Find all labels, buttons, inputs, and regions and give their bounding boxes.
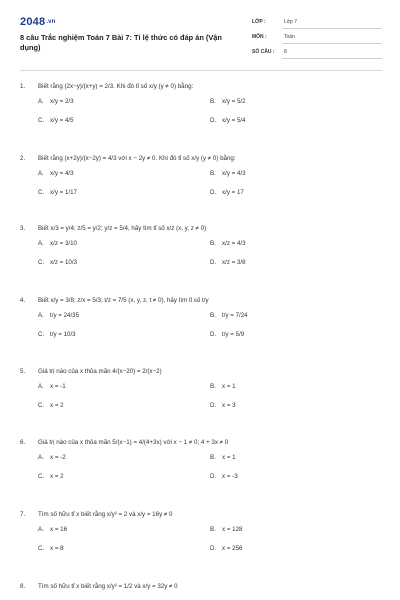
page-title: 8 câu Trắc nghiệm Toán 7 Bài 7: Tỉ lệ thức có đáp án (Vận dụng): [20, 33, 222, 52]
question-6: [20, 436, 385, 490]
meta-class-row: [252, 16, 382, 31]
option-label: A.: [38, 454, 44, 461]
option-label: A.: [38, 383, 44, 390]
option-text: t/y = 7/24: [222, 312, 248, 319]
option-a[interactable]: [38, 312, 79, 319]
meta-panel: [252, 16, 382, 61]
question-2: [20, 152, 385, 206]
option-d[interactable]: [210, 402, 236, 409]
option-label: C.: [38, 545, 45, 552]
option-text: x/y = 1/17: [50, 189, 78, 196]
option-c[interactable]: [38, 402, 64, 409]
option-text: x/z = 3/8: [222, 259, 246, 266]
option-label: C.: [38, 402, 45, 409]
option-b[interactable]: [210, 170, 246, 177]
meta-underline: [282, 28, 382, 29]
option-text: x = 16: [50, 526, 68, 533]
question-8: [20, 580, 385, 594]
option-text: x = 2: [50, 402, 64, 409]
option-a[interactable]: [38, 383, 66, 390]
option-a[interactable]: [38, 170, 74, 177]
option-a[interactable]: [38, 526, 67, 533]
option-c[interactable]: [38, 189, 77, 196]
option-text: x/z = 3/10: [50, 240, 78, 247]
option-b[interactable]: [210, 312, 248, 319]
option-b[interactable]: [210, 383, 236, 390]
option-text: x = -2: [50, 454, 66, 461]
question-text: Giá trị nào của x thỏa mãn 4/(x−20) = 2/(x−2): [38, 368, 162, 375]
question-number: 1.: [20, 83, 26, 90]
option-d[interactable]: [210, 331, 244, 338]
meta-key: LỚP :: [252, 19, 266, 25]
option-text: x/y = 2/3: [50, 98, 74, 105]
option-text: x/z = 10/3: [50, 259, 78, 266]
option-label: C.: [38, 189, 45, 196]
question-number: 8.: [20, 583, 26, 590]
option-label: A.: [38, 240, 44, 247]
option-label: B.: [210, 98, 216, 105]
question-number: 4.: [20, 297, 26, 304]
option-text: x = -1: [50, 383, 66, 390]
options: [20, 94, 385, 134]
option-b[interactable]: [210, 98, 246, 105]
option-text: t/y = 24/35: [50, 312, 80, 319]
option-label: C.: [38, 259, 45, 266]
question-text: Giá trị nào của x thỏa mãn 5/(x−1) = 4/(4+3x) với x − 1 ≠ 0; 4 + 3x ≠ 0: [38, 439, 229, 446]
question-number: 7.: [20, 511, 26, 518]
option-label: A.: [38, 312, 44, 319]
option-label: A.: [38, 526, 44, 533]
options: [20, 379, 385, 419]
option-label: B.: [210, 454, 216, 461]
options: [20, 236, 385, 276]
option-text: x = 128: [222, 526, 243, 533]
question-text: Biết rằng (2x−y)/(x+y) = 2/3. Khi đó tỉ số x/y (y ≠ 0) bằng:: [38, 83, 194, 90]
option-label: B.: [210, 312, 216, 319]
option-a[interactable]: [38, 454, 66, 461]
option-label: C.: [38, 473, 45, 480]
option-b[interactable]: [210, 240, 246, 247]
option-label: A.: [38, 170, 44, 177]
option-text: x/y = 4/3: [50, 170, 74, 177]
option-label: A.: [38, 98, 44, 105]
meta-count-row: [252, 46, 382, 61]
option-d[interactable]: [210, 189, 244, 196]
option-label: D.: [210, 259, 217, 266]
option-label: D.: [210, 402, 217, 409]
option-label: D.: [210, 545, 217, 552]
meta-underline: [282, 58, 382, 59]
question-4: [20, 294, 385, 348]
option-text: x/y = 4/5: [50, 117, 74, 124]
option-text: x/y = 4/3: [222, 170, 246, 177]
question-1: [20, 80, 385, 134]
question-number: 5.: [20, 368, 26, 375]
option-label: D.: [210, 189, 217, 196]
option-d[interactable]: [210, 473, 238, 480]
option-a[interactable]: [38, 98, 74, 105]
option-label: B.: [210, 170, 216, 177]
option-text: x = -3: [222, 473, 238, 480]
option-text: x = 3: [222, 402, 236, 409]
logo-text: 2048: [20, 16, 46, 28]
option-label: B.: [210, 383, 216, 390]
option-label: B.: [210, 240, 216, 247]
option-b[interactable]: [210, 454, 236, 461]
question-number: 6.: [20, 439, 26, 446]
question-number: 2.: [20, 155, 26, 162]
meta-key: SỐ CÂU :: [252, 49, 275, 55]
option-label: C.: [38, 331, 45, 338]
option-c[interactable]: [38, 259, 77, 266]
option-text: x/z = 4/3: [222, 240, 246, 247]
option-text: t/y = 5/9: [222, 331, 245, 338]
option-text: x/y = 17: [222, 189, 244, 196]
option-label: D.: [210, 117, 217, 124]
option-label: D.: [210, 331, 217, 338]
question-5: [20, 365, 385, 419]
meta-key: MÔN :: [252, 34, 267, 40]
option-text: x/y = 5/2: [222, 98, 246, 105]
site-logo[interactable]: [20, 16, 56, 28]
question-text: Tìm số hữu tỉ x biết rằng x/y² = 2 và x/y = 16y ≠ 0: [38, 511, 173, 518]
option-text: x/y = 5/4: [222, 117, 246, 124]
option-text: x = 1: [222, 383, 236, 390]
option-label: D.: [210, 473, 217, 480]
option-label: B.: [210, 526, 216, 533]
question-7: [20, 508, 385, 562]
options: [20, 308, 385, 348]
option-label: C.: [38, 117, 45, 124]
logo-suffix: .vn: [46, 19, 56, 25]
question-text: Biết x/3 = y/4; z/5 = y/2; y/z = 5/4, hãy tìm tỉ số x/z (x, y, z ≠ 0): [38, 225, 207, 232]
option-c[interactable]: [38, 473, 64, 480]
option-text: x = 256: [222, 545, 243, 552]
option-text: x = 1: [222, 454, 236, 461]
meta-value: Lớp 7: [284, 19, 298, 25]
options: [20, 166, 385, 206]
option-d[interactable]: [210, 545, 242, 552]
option-text: x = 8: [50, 545, 64, 552]
meta-value: Toán: [284, 34, 295, 40]
header-divider: [20, 70, 382, 71]
option-c[interactable]: [38, 545, 64, 552]
question-text: Biết x/y = 3/8; z/x = 5/3; t/z = 7/5 (x, y, z, t ≠ 0), hãy tìm tỉ số t/y: [38, 297, 209, 304]
question-text: Tìm số hữu tỉ x biết rằng x/y² = 1/2 và x/y = 32y ≠ 0: [38, 583, 178, 590]
option-a[interactable]: [38, 240, 77, 247]
question-number: 3.: [20, 225, 26, 232]
question-3: [20, 222, 385, 276]
question-text: Biết rằng (x+2y)/(x−2y) = 4/3 với x − 2y ≠ 0. Khi đó tỉ số x/y (y ≠ 0) bằng:: [38, 155, 236, 162]
meta-subject-row: [252, 31, 382, 46]
option-c[interactable]: [38, 331, 76, 338]
option-b[interactable]: [210, 526, 242, 533]
option-text: t/y = 10/3: [50, 331, 76, 338]
options: [20, 522, 385, 562]
meta-value: 8: [284, 49, 287, 55]
meta-underline: [282, 43, 382, 44]
option-c[interactable]: [38, 117, 74, 124]
option-d[interactable]: [210, 117, 246, 124]
options: [20, 450, 385, 490]
option-text: x = 2: [50, 473, 64, 480]
option-d[interactable]: [210, 259, 246, 266]
